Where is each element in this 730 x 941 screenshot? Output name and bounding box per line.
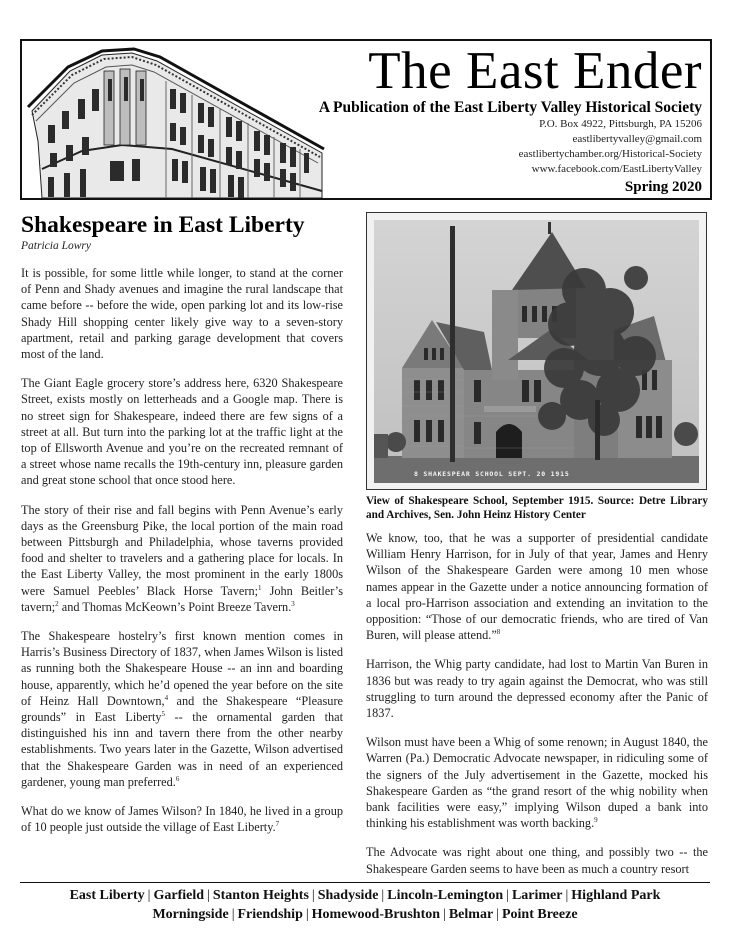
article-byline: Patricia Lowry	[21, 240, 91, 252]
right-column	[366, 212, 708, 890]
separator: |	[381, 888, 385, 903]
footnote-7: 7	[275, 820, 280, 829]
footnote-9: 9	[594, 816, 598, 825]
separator: |	[231, 907, 235, 922]
publication-subtitle: A Publication of the East Liberty Valley Historical Society	[318, 99, 702, 116]
neighborhood-highland-park: Highland Park	[571, 888, 661, 903]
separator: |	[305, 907, 309, 922]
paragraph-1: It is possible, for some little while longer, to stand at the corner of Penn and Shady avenues and imagine the rural landscape that came before -- before the wide, open parking lot and its low-rise Shady Hill shopping center likely give way to a seven-story apartment, retail and parking garage development that covers most of the land.	[21, 266, 343, 362]
mailing-address: P.O. Box 4922, Pittsburgh, PA 15206	[539, 118, 702, 130]
neighborhood-east-liberty: East Liberty	[69, 888, 145, 903]
building-illustration	[22, 41, 327, 198]
email-address: eastlibertyvalley@gmail.com	[572, 133, 702, 145]
paragraph-3-text-b: John Beitler’s tavern;	[21, 583, 343, 614]
footnote-1: 1	[258, 583, 262, 592]
paragraph-6-text: We know, too, that he was a supporter of presidential candidate William Henry Harrison, for in July of that year, James and Henry Wilson of the Shakespeare Garden were among 10 men whose names appear in the Gazette under a notice announcing formation of a local pro-Harrison association and extending an invitation to the opposition: “Those of our democratic friends, who are tired of Van Buren, will please attend.”	[366, 531, 708, 643]
facebook-link: www.facebook.com/EastLibertyValley	[531, 163, 702, 175]
separator: |	[311, 888, 315, 903]
photo-stamp: 8 SHAKESPEAR SCHOOL SEPT. 20 1915	[414, 470, 570, 478]
paragraph-5	[21, 803, 343, 835]
footer-divider	[20, 882, 710, 883]
footnote-3: 3	[291, 599, 295, 608]
paragraph-6	[366, 530, 708, 643]
separator: |	[506, 888, 509, 903]
neighborhood-friendship: Friendship	[237, 907, 303, 922]
paragraph-4-text-a: The Shakespeare hostelry’s first known mention comes in Harris’s Business Directory of 1837, when James Wilson is listed as running both the Shakespeare House -- an inn and boarding house, apparently, which he’d opened the year before on the site of Heinz Hall Downtown,	[21, 629, 343, 708]
paragraph-8-text: Wilson must have been a Whig of some renown; in August 1840, the Warren (Pa.) Democratic Advocate newspaper, in ridiculing some of the signers of the July advertisement in the Gazette, mocked his Shakespeare Garden as “the grand resort of the whig nobility when bank facilities were easy,” implying Wilson duped a bank into thinking his establishment was worth backing.	[366, 735, 708, 831]
separator: |	[565, 888, 569, 903]
separator: |	[443, 907, 446, 922]
paragraph-4-text-b: and the Shakespeare “Pleasure grounds” in East Liberty	[21, 693, 343, 725]
neighborhood-footer	[20, 886, 710, 924]
issue-date: Spring 2020	[624, 179, 702, 195]
paragraph-5-text: What do we know of James Wilson? In 1840, he lived in a group of 10 people just outside the village of East Liberty.	[21, 804, 343, 835]
footnote-8: 8	[496, 628, 501, 637]
neighborhood-line-2	[20, 905, 710, 924]
neighborhood-line-1	[20, 886, 710, 905]
paragraph-3-text-a: The story of their rise and fall begins with Penn Avenue’s early days as the Greensburg Pike, the local portion of the main road between Pittsburgh and Philadelphia, whose taverns provided food and shelter to travelers and a gathering place for locals. In the East Liberty Valley, the most prominent in the early 1800s were Samuel Peebles’ Black Horse Tavern;	[21, 502, 343, 598]
paragraph-3-text-c: and Thomas McKeown’s Point Breeze Tavern.	[58, 599, 292, 614]
footnote-4: 4	[164, 693, 169, 702]
neighborhood-homewood-brushton: Homewood-Brushton	[311, 907, 441, 922]
photo-frame	[366, 212, 707, 490]
separator: |	[207, 888, 210, 903]
footnote-5: 5	[161, 709, 166, 718]
neighborhood-lincoln-lemington: Lincoln-Lemington	[387, 888, 504, 903]
paragraph-4	[21, 628, 343, 790]
neighborhood-belmar: Belmar	[448, 907, 494, 922]
neighborhood-stanton-heights: Stanton Heights	[212, 888, 309, 903]
separator: |	[147, 888, 151, 903]
neighborhood-point-breeze: Point Breeze	[501, 907, 578, 922]
separator: |	[496, 907, 499, 922]
neighborhood-shadyside: Shadyside	[317, 888, 379, 903]
photo-caption: View of Shakespeare School, September 1915. Source: Detre Library and Archives, Sen. John Heinz History Center	[366, 495, 708, 521]
masthead	[20, 39, 712, 200]
paragraph-7: Harrison, the Whig party candidate, had lost to Martin Van Buren in 1836 but was ready to try again against the Democrat, who was still struggling to turn around the depressed economy after the Panic of 1837.	[366, 657, 708, 721]
masthead-text	[319, 41, 702, 197]
neighborhood-larimer: Larimer	[511, 888, 563, 903]
publication-title: The East Ender	[368, 42, 702, 100]
paragraph-3	[21, 502, 343, 615]
paragraph-4-text-c: -- the ornamental garden that distinguished his inn and tavern there from the other nearby establishments. Two years later in the Gazette, Wilson advertised that the Shakespeare Garden was in need of an experienced gardener, young man preferred.	[21, 710, 344, 789]
paragraph-9: The Advocate was right about one thing, and possibly two -- the Shakespeare Garden seems to have been as much a country resort	[366, 845, 708, 876]
footnote-2: 2	[55, 599, 59, 608]
paragraph-2: The Giant Eagle grocery store’s address here, 6320 Shakespeare Street, exists mostly on letterheads and a Google map. There is no street sign for Shakespeare, indeed there are few signs of a street at all. But turn into the parking lot at the traffic light at the top of Ellsworth Avenue and you’re on the recreated remnant of a street whose name recalls the 19th-century inn, pleasure garden and great stone school that once stood here.	[21, 376, 343, 488]
shakespeare-school-photo	[374, 220, 699, 483]
footnote-6: 6	[175, 774, 180, 783]
neighborhood-morningside: Morningside	[152, 907, 229, 922]
paragraph-8	[366, 734, 708, 831]
article-headline: Shakespeare in East Liberty	[21, 212, 305, 238]
neighborhood-garfield: Garfield	[153, 888, 205, 903]
left-column	[21, 206, 343, 849]
website-link: eastlibertychamber.org/Historical-Society	[518, 148, 702, 160]
